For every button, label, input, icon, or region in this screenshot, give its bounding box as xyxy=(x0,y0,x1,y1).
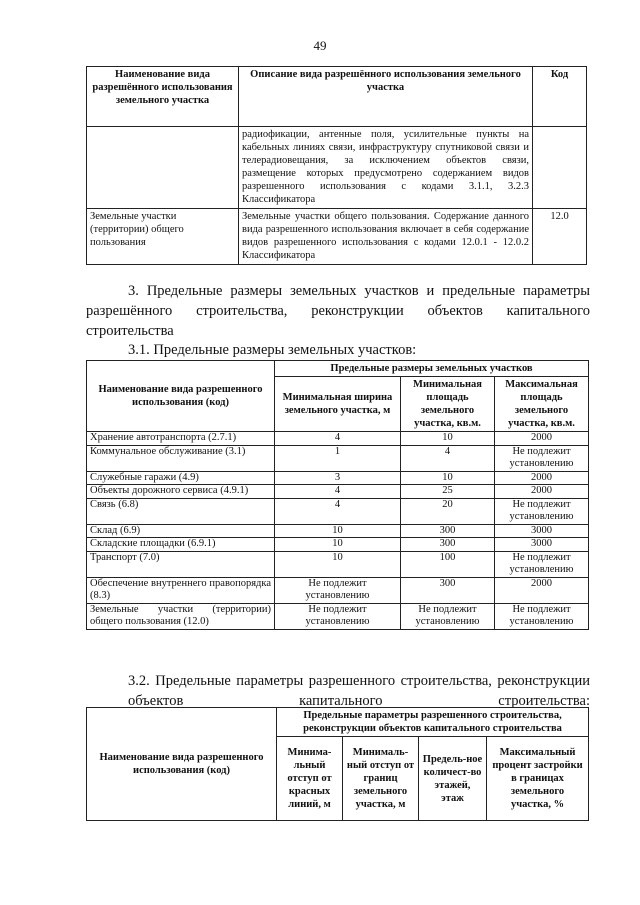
row-description: радиофикации, антенные поля, усилительные пункты на кабельных линиях связи, инфраструктуру спутниковой связи и телерадиовещания, за исключением объектов связи, размещение которых предусмотрено содержанием видов разрешенного использования с кодами 3.1.1, 3.2.3 Классификатора xyxy=(239,127,533,209)
row-min-area: 20 xyxy=(401,498,495,524)
header-min-area: Минимальная площадь земельного участка, кв.м. xyxy=(401,377,495,432)
table-row xyxy=(87,577,589,603)
header-group: Предельные параметры разрешенного строительства, реконструкции объектов капитального строительства xyxy=(277,708,589,737)
row-min-area: 10 xyxy=(401,432,495,446)
table-row xyxy=(87,603,589,629)
header-max-coverage: Максимальный процент застройки в границах земельного участка, % xyxy=(487,737,589,821)
section-3-2-text: 3.2. Предельные параметры разрешенного строительства, реконструкции объектов капитального строительства: xyxy=(128,673,590,709)
row-min-width: Не подлежит установлению xyxy=(275,603,401,629)
row-min-width: Не подлежит установлению xyxy=(275,577,401,603)
section-3-text: 3. Предельные размеры земельных участков и предельные параметры разрешённого строительства, реконструкции объектов капитального строительства xyxy=(86,283,590,339)
row-min-area: 25 xyxy=(401,485,495,499)
row-name: Транспорт (7.0) xyxy=(87,551,275,577)
row-min-area: 10 xyxy=(401,471,495,485)
row-min-width: 10 xyxy=(275,551,401,577)
row-max-area: 2000 xyxy=(495,485,589,499)
row-name: Обеспечение внутреннего правопорядка (8.3) xyxy=(87,577,275,603)
row-max-area: Не подлежит установлению xyxy=(495,498,589,524)
table-row xyxy=(87,485,589,499)
row-code xyxy=(533,127,587,209)
row-min-width: 1 xyxy=(275,445,401,471)
land-use-description-table xyxy=(86,66,587,265)
row-name: Служебные гаражи (4.9) xyxy=(87,471,275,485)
row-name: Хранение автотранспорта (2.7.1) xyxy=(87,432,275,446)
table-row xyxy=(87,538,589,552)
row-name: Коммунальное обслуживание (3.1) xyxy=(87,445,275,471)
table-row xyxy=(87,471,589,485)
row-min-area: 300 xyxy=(401,524,495,538)
row-name: Складские площадки (6.9.1) xyxy=(87,538,275,552)
table-header-row xyxy=(87,708,589,737)
section-3-1-heading: 3.1. Предельные размеры земельных участков: xyxy=(128,342,417,358)
table-row xyxy=(87,445,589,471)
header-max-area: Максимальная площадь земельного участка, кв.м. xyxy=(495,377,589,432)
row-max-area: 2000 xyxy=(495,471,589,485)
header-min-width: Минимальная ширина земельного участка, м xyxy=(275,377,401,432)
row-min-area: 300 xyxy=(401,577,495,603)
row-min-area: Не подлежит установлению xyxy=(401,603,495,629)
row-max-area: Не подлежит установлению xyxy=(495,551,589,577)
section-3-heading xyxy=(86,281,590,341)
table-row xyxy=(87,209,587,265)
header-description: Описание вида разрешённого использования земельного участка xyxy=(239,67,533,127)
table-header-row xyxy=(87,361,589,377)
row-name: Объекты дорожного сервиса (4.9.1) xyxy=(87,485,275,499)
row-name: Склад (6.9) xyxy=(87,524,275,538)
row-max-area: 3000 xyxy=(495,538,589,552)
header-name: Наименование вида разрешенного использования (код) xyxy=(87,708,277,821)
row-code: 12.0 xyxy=(533,209,587,265)
row-max-area: Не подлежит установлению xyxy=(495,603,589,629)
row-min-width: 4 xyxy=(275,432,401,446)
header-setback-boundaries: Минималь-ный отступ от границ земельного участка, м xyxy=(343,737,419,821)
table-row xyxy=(87,127,587,209)
row-name: Земельные участки (территории) общего пользования xyxy=(87,209,239,265)
header-name: Наименование вида разрешённого использования земельного участка xyxy=(87,67,239,127)
row-max-area: 2000 xyxy=(495,577,589,603)
row-min-width: 10 xyxy=(275,538,401,552)
construction-parameters-table xyxy=(86,707,589,821)
row-description: Земельные участки общего пользования. Содержание данного вида разрешенного использования включает в себя содержание видов разрешенного использования с кодами 12.0.1 - 12.0.2 Классификатора xyxy=(239,209,533,265)
header-setback-red-lines: Минима-льный отступ от красных линий, м xyxy=(277,737,343,821)
table-header-row xyxy=(87,67,587,127)
row-name xyxy=(87,127,239,209)
table-row xyxy=(87,551,589,577)
row-name: Связь (6.8) xyxy=(87,498,275,524)
row-min-area: 100 xyxy=(401,551,495,577)
row-max-area: Не подлежит установлению xyxy=(495,445,589,471)
row-name: Земельные участки (территории) общего пользования (12.0) xyxy=(87,603,275,629)
table-row xyxy=(87,432,589,446)
header-group: Предельные размеры земельных участков xyxy=(275,361,589,377)
section-3-2-heading-line-1 xyxy=(128,671,590,711)
header-name: Наименование вида разрешенного использования (код) xyxy=(87,361,275,432)
land-plot-size-limits-table xyxy=(86,360,589,630)
header-code: Код xyxy=(533,67,587,127)
row-min-width: 10 xyxy=(275,524,401,538)
page-number: 49 xyxy=(313,38,327,53)
row-min-area: 300 xyxy=(401,538,495,552)
row-min-width: 4 xyxy=(275,498,401,524)
table-row xyxy=(87,524,589,538)
table-row xyxy=(87,498,589,524)
row-min-width: 3 xyxy=(275,471,401,485)
row-min-width: 4 xyxy=(275,485,401,499)
row-max-area: 2000 xyxy=(495,432,589,446)
row-min-area: 4 xyxy=(401,445,495,471)
header-max-floors: Предель-ное количест-во этажей, этаж xyxy=(419,737,487,821)
row-max-area: 3000 xyxy=(495,524,589,538)
